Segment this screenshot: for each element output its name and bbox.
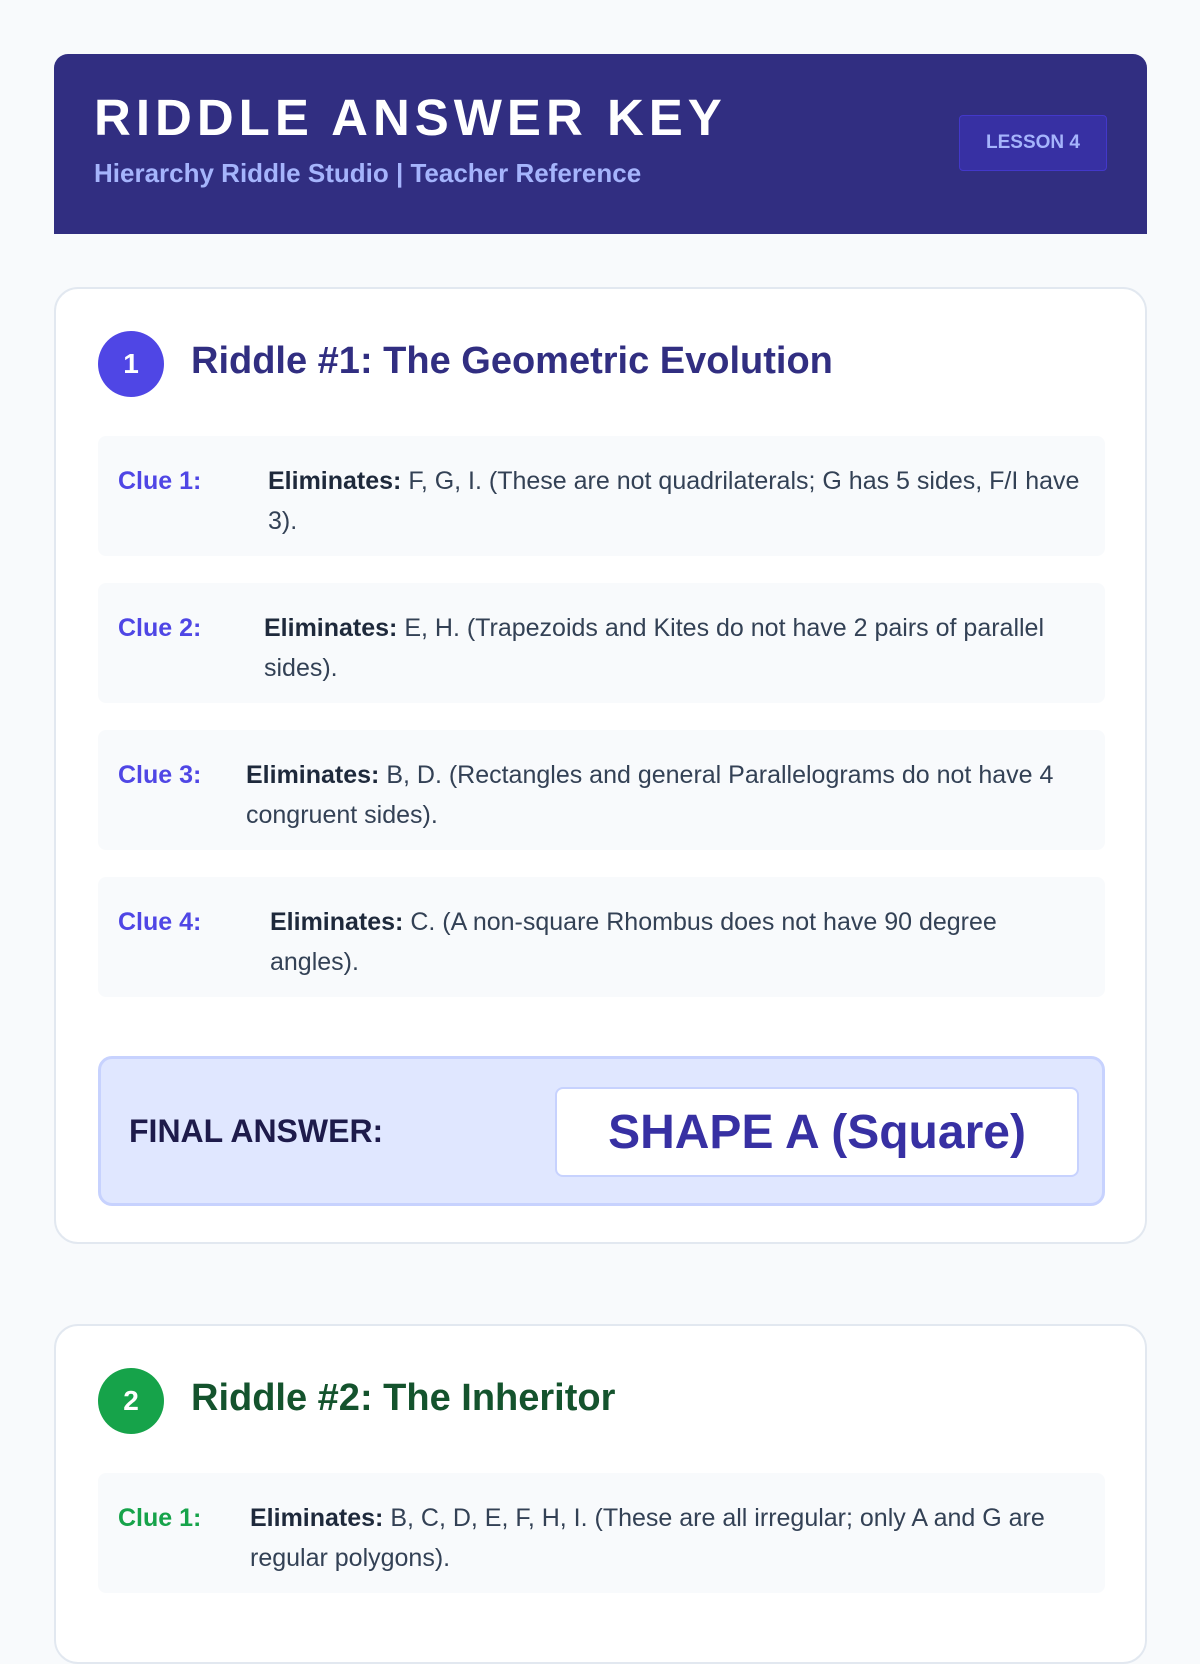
riddle-title: Riddle #2: The Inheritor [191,1377,616,1419]
eliminates-label: Eliminates: [250,1504,384,1532]
clue-text [264,608,1085,688]
clue-detail: C. (A non-square Rhombus does not have 90 degree angles). [270,908,997,976]
clue-text [270,902,1085,982]
clue-row [98,583,1105,703]
clue-label: Clue 3: [118,761,202,789]
page-subtitle: Hierarchy Riddle Studio | Teacher Reference [94,158,642,188]
riddle-number-badge: 2 [98,1368,164,1434]
riddle-card-2 [54,1324,1147,1664]
clue-row [98,730,1105,850]
final-answer-label: FINAL ANSWER: [129,1113,384,1149]
clue-row [98,877,1105,997]
clue-row [98,436,1105,556]
final-answer-value: SHAPE A (Square) [555,1087,1079,1177]
lesson-badge: LESSON 4 [959,115,1107,171]
clue-text [250,1498,1085,1578]
eliminates-label: Eliminates: [270,908,404,936]
clue-detail: B, C, D, E, F, H, I. (These are all irregular; only A and G are regular polygons). [250,1504,1045,1572]
final-answer-box [98,1056,1105,1206]
riddle-title: Riddle #1: The Geometric Evolution [191,340,833,382]
eliminates-label: Eliminates: [268,467,402,495]
clue-detail: E, H. (Trapezoids and Kites do not have 2 pairs of parallel sides). [264,614,1045,682]
clue-label: Clue 4: [118,908,202,936]
clue-detail: F, G, I. (These are not quadrilaterals; G has 5 sides, F/I have 3). [268,467,1080,535]
clue-label: Clue 1: [118,467,202,495]
riddle-card-1 [54,287,1147,1244]
page-header [54,54,1147,234]
eliminates-label: Eliminates: [246,761,380,789]
clue-label: Clue 1: [118,1504,202,1532]
clue-label: Clue 2: [118,614,202,642]
clue-detail: B, D. (Rectangles and general Parallelograms do not have 4 congruent sides). [246,761,1054,829]
eliminates-label: Eliminates: [264,614,398,642]
clue-row [98,1473,1105,1593]
clue-text [268,461,1085,541]
riddle-number-badge: 1 [98,331,164,397]
page-title: RIDDLE ANSWER KEY [94,89,727,146]
clue-text [246,755,1085,835]
